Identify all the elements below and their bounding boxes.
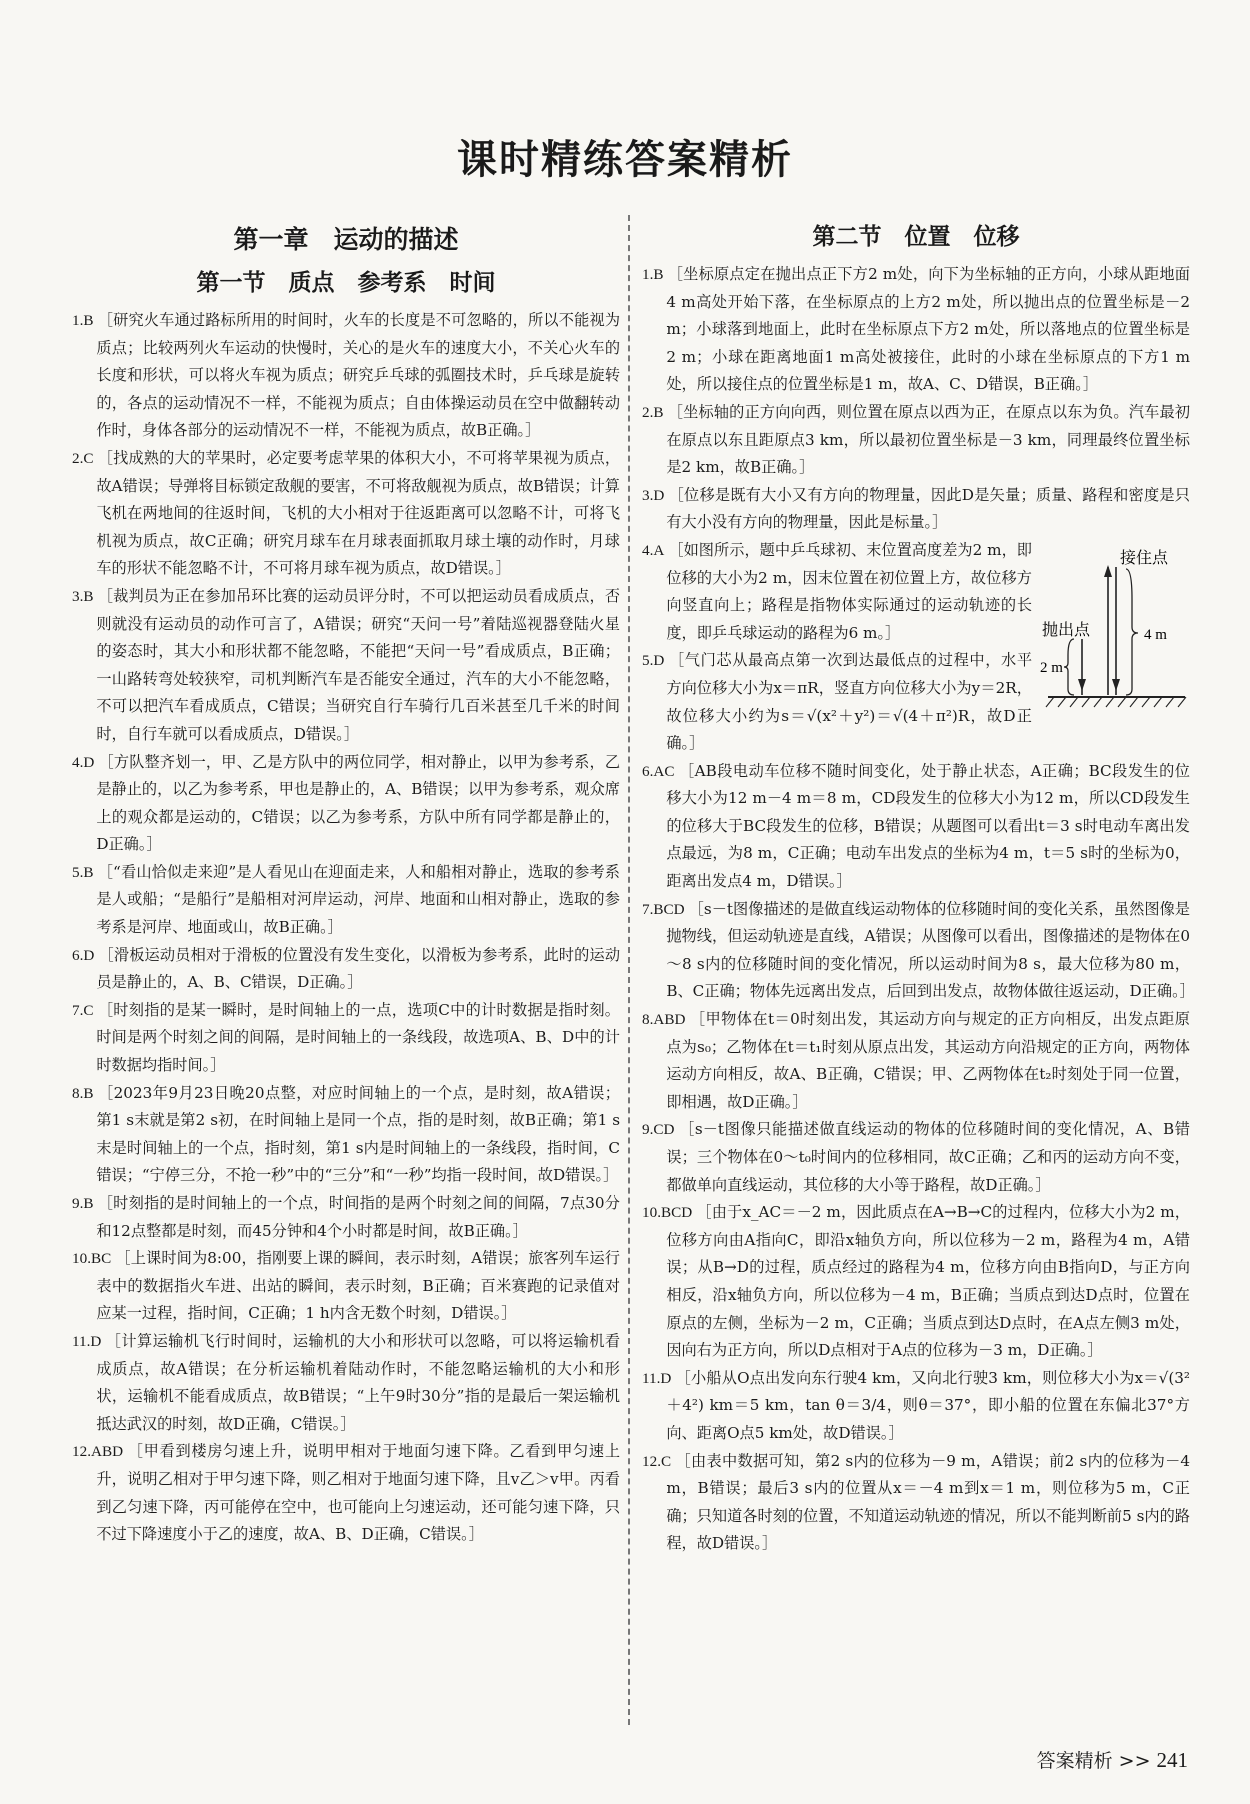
answer-explanation: ［甲物体在t＝0时刻出发，其运动方向与规定的正方向相反，出发点距原点为s₀；乙物体在t＝t₁时刻从原点出发，其运动方向沿规定的正方向，两物体运动方向相反，故A、B正确，C错误；甲、乙两物体在t₂时刻处于同一位置，即相遇，故D正确。］ — [666, 1010, 1190, 1111]
answer-item — [642, 758, 1190, 896]
section-title-right: 第二节 位置 位移 — [812, 224, 1020, 250]
answer-explanation: ［研究火车通过路标所用的时间时，火车的长度是不可忽略的，所以不能视为质点；比较两列火车运动的快慢时，关心的是火车的速度大小，不关心火车的长度和形状，可以将火车视为质点；研究乒乓球的弧圈技术时，乒乓球是旋转的，各点的运动情况不一样，不能视为质点；自由体操运动员在空中做翻转动作时，身体各部分的运动情况不一样，不能视为质点，故B正确。］ — [96, 311, 620, 440]
answer-key: D — [653, 652, 665, 670]
ground-hatching — [1046, 697, 1186, 707]
answer-number: 3. — [642, 486, 654, 504]
height-2m-label: 2 m — [1040, 659, 1063, 676]
answer-item — [72, 749, 620, 859]
answer-key: ABD — [653, 1011, 686, 1029]
answer-list-left — [72, 307, 620, 1549]
answer-key: BCD — [660, 1204, 693, 1222]
answer-item — [642, 537, 1190, 676]
bracket-4m — [1126, 569, 1138, 695]
answer-explanation: ［坐标轴的正方向向西，则位置在原点以西为正，在原点以东为负。汽车最初在原点以东且距原点3 km，所以最初位置坐标是－3 km，同理最终位置坐标是2 km，故B正确。］ — [666, 402, 1190, 477]
answer-key: B — [83, 312, 94, 329]
height-4m-label: 4 m — [1144, 626, 1167, 643]
answer-key: B — [653, 403, 664, 421]
answer-item — [642, 399, 1190, 482]
footer-label: 答案精析 — [1036, 1750, 1113, 1772]
answer-item — [642, 1116, 1190, 1199]
answer-key: C — [83, 449, 94, 467]
answer-key: BC — [90, 1250, 112, 1268]
answer-explanation: ［AB段电动车位移不随时间变化，处于静止状态，A正确；BC段发生的位移大小为12 m－4 m＝8 m，CD段发生的位移大小为12 m，所以CD段发生的位移大于BC段发生的位移，B错误；从题图可以看出t＝3 s时电动车离出发点最远，为8 m，C正确；电动车出发点的坐标为4 m，t＝5 s时的坐标为0，距离出发点4 m，D错误。］ — [666, 761, 1190, 891]
answer-key: C — [660, 1452, 672, 1470]
answer-number: 12. — [72, 1443, 91, 1461]
answer-key: B — [653, 266, 664, 283]
bracket-2m — [1064, 639, 1074, 695]
answer-number: 2. — [642, 403, 654, 421]
answer-number: 7. — [642, 900, 654, 918]
answer-key: CD — [653, 1121, 675, 1139]
answer-key: C — [83, 1001, 94, 1019]
answer-number: 5. — [72, 863, 84, 881]
answer-item — [642, 1448, 1190, 1558]
answer-key: A — [653, 541, 665, 559]
answer-explanation: ［气门芯从最高点第一次到达最低点的过程中，水平方向位移大小为x＝πR，竖直方向位移大小为y＝2R，故位移大小约为s＝√(x²＋y²)＝√(4＋π²)R，故D正确。］ — [666, 651, 1032, 753]
answer-number: 6. — [72, 946, 84, 964]
answer-explanation: ［由表中数据可知，第2 s内的位移为－9 m，A错误；前2 s内的位移为－4 m，B错误；最后3 s内的位置从x＝－4 m到x＝1 m，则位移为5 m，C正确；只知道各时刻的位置，不知道运动轨迹的情况，所以不能判断前5 s内的路程，故D错误。］ — [666, 1451, 1190, 1553]
page-title: 课时精练答案精析 — [457, 137, 793, 183]
answer-key: BCD — [653, 900, 685, 918]
answer-key: AC — [653, 762, 675, 780]
drop-arrow-icon — [1078, 679, 1086, 691]
answer-number: 4. — [72, 753, 84, 771]
left-column — [72, 218, 620, 1549]
answer-item — [72, 942, 620, 997]
answer-item — [642, 1365, 1190, 1448]
section-title-left: 第一节 质点 参考系 时间 — [196, 270, 496, 296]
answer-explanation: ［坐标原点定在抛出点正下方2 m处，向下为坐标轴的正方向，小球从距地面4 m高处开始下落，在坐标原点的上方2 m处，所以抛出点的位置坐标是－2 m；小球落到地面上，此时在坐标原点下方2 m处，所以落地点的位置坐标是2 m；小球在距离地面1 m高处被接住，此时的小球在坐标原点的下方1 m处，所以接住点的位置坐标是1 m，故A、C、D错误，B正确。］ — [666, 265, 1190, 394]
right-column — [642, 218, 1195, 1558]
answer-explanation: ［计算运输机飞行时间时，运输机的大小和形状可以忽略，可以将运输机看成质点，故A错误；在分析运输机着陆动作时，不能忽略运输机的大小和形状，运输机不能看成质点，故B错误；“上午9时30分”指的是最后一架运输机抵达武汉的时刻，故D正确，C错误。］ — [96, 1331, 620, 1433]
up-arrow-icon — [1104, 565, 1112, 577]
answer-item — [72, 1080, 620, 1190]
down-arrow-icon — [1112, 679, 1120, 691]
answer-item — [72, 583, 620, 749]
answer-number: 2. — [72, 449, 84, 467]
answer-number: 1. — [72, 312, 84, 329]
page-footer — [1037, 1746, 1188, 1773]
page-number: 241 — [1156, 1748, 1188, 1772]
answer-item — [642, 1199, 1190, 1365]
answer-key: ABD — [90, 1443, 124, 1461]
footer-arrow: >> — [1118, 1750, 1151, 1772]
answer-number: 4. — [642, 541, 654, 559]
answer-number: 9. — [642, 1121, 654, 1139]
answer-item — [642, 261, 1190, 399]
answer-number: 12. — [642, 1452, 661, 1470]
answer-item — [72, 307, 620, 445]
answer-explanation: ［由于x_AC＝－2 m，因此质点在A→B→C的过程内，位移大小为2 m，位移方向由A指向C，即沿x轴负方向，所以位移为－2 m，路程为4 m，A错误；从B→D的过程，质点经过的路程为4 m，位移方向由B指向D，与正方向相反，沿x轴负方向，所以位移为－4 m，B正确；当质点到达D点时，位置在原点的左侧，坐标为－2 m，C正确；当质点到达D点时，在A点左侧3 m处，因向右为正方向，所以D点相对于A点的位移为－3 m，D正确。］ — [666, 1203, 1190, 1360]
answer-key: B — [83, 587, 94, 605]
answer-number: 11. — [72, 1332, 91, 1350]
column-divider — [628, 215, 630, 1725]
answer-number: 10. — [642, 1204, 661, 1222]
answer-number: 6. — [642, 762, 654, 780]
answer-explanation: ［小船从O点出发向东行驶4 km，又向北行驶3 km，则位移大小为x＝√(3²＋4²) km＝5 km，tan θ＝3/4，则θ＝37°，即小船的位置在东偏北37°方向、距离O点5 km处，故D错误。］ — [666, 1368, 1190, 1442]
answer-number: 10. — [72, 1250, 91, 1268]
answer-number: 8. — [72, 1084, 84, 1102]
answer-explanation: ［如图所示，题中乒乓球初、末位置高度差为2 m，即位移的大小为2 m，因末位置在初位置上方，故位移方向竖直向上；路程是指物体实际通过的运动轨迹的长度，即乒乓球运动的路程为6 m。］ — [666, 540, 1032, 642]
answer-explanation: ［甲看到楼房匀速上升，说明甲相对于地面匀速下降。乙看到甲匀速上升，说明乙相对于甲匀速下降，则乙相对于地面匀速下降，且v乙＞v甲。丙看到乙匀速下降，丙可能停在空中，也可能向上匀速运动，还可能匀速下降，只不过下降速度小于乙的速度，故A、B、D正确，C错误。］ — [96, 1442, 620, 1544]
answer-explanation: ［2023年9月23日晚20点整，对应时间轴上的一个点，是时刻，故A错误；第1 s末就是第2 s初，在时间轴上是同一个点，指的是时刻，故B正确；第1 s末是时间轴上的一个点，指时刻，第1 s内是时间轴上的一条线段，指时间，C错误；“宁停三分，不抢一秒”中的“三分”和“一秒”均指一段时间，故D错误。］ — [96, 1083, 620, 1185]
answer-number: 7. — [72, 1001, 84, 1019]
answer-item — [72, 1328, 620, 1438]
answer-key: D — [83, 753, 95, 771]
answer-item — [72, 1190, 620, 1245]
answer-item — [72, 997, 620, 1080]
answer-list-right — [642, 261, 1195, 1558]
answer-explanation: ［找成熟的大的苹果时，必定要考虑苹果的体积大小，不可将苹果视为质点，故A错误；导弹将目标锁定敌舰的要害，不可将敌舰视为质点，故B错误；计算飞机在两地间的往返时间，飞机的大小相对于往返距离可以忽略不计，可将飞机视为质点，故C正确；研究月球车在月球表面抓取月球土壤的动作时，月球车的形状不能忽略不计，不可将月球车视为质点，故D错误。］ — [96, 448, 620, 578]
answer-explanation: ［s－t图像描述的是做直线运动物体的位移随时间的变化关系，虽然图像是抛物线，但运动轨迹是直线，A错误；从图像可以看出，图像描述的是物体在0～8 s内的位移随时间的变化情况，所以运动时间为8 s，最大位移为80 m，B、C正确；物体先远离出发点，后回到出发点，故物体做往返运动，D正确。］ — [666, 899, 1195, 1001]
answer-key: D — [90, 1332, 102, 1350]
answer-item — [72, 1245, 620, 1328]
answer-item — [642, 896, 1195, 1006]
answer-explanation: ［“看山恰似走来迎”是人看见山在迎面走来，人和船相对静止，选取的参考系是人或船；“是船行”是船相对河岸运动，河岸、地面和山相对静止，选取的参考系是河岸、地面或山，故B正确。］ — [96, 862, 620, 937]
answer-explanation: ［裁判员为正在参加吊环比赛的运动员评分时，不可以把运动员看成质点，否则就没有运动员的动作可言了，A错误；研究“天问一号”着陆巡视器登陆火星的姿态时，其大小和形状都不能忽略，不能把“天问一号”看成质点，B正确；一山路转弯处较狭窄，司机判断汽车是否能安全通过，汽车的大小不能忽略，不可以把汽车看成质点，C错误；当研究自行车骑行几百米甚至几千米的时间时，自行车就可以看成质点，D错误。］ — [96, 586, 620, 743]
pingpong-trajectory-figure — [1040, 539, 1190, 719]
catch-point-label: 接住点 — [1120, 547, 1169, 567]
answer-item — [642, 482, 1190, 537]
answer-key: D — [83, 946, 95, 964]
answer-number: 1. — [642, 266, 654, 283]
answer-number: 9. — [72, 1195, 84, 1212]
answer-key: B — [83, 1195, 94, 1212]
answer-item — [72, 859, 620, 942]
answer-explanation: ［位移是既有大小又有方向的物理量，因此D是矢量；质量、路程和密度是只有大小没有方向的物理量，因此是标量。］ — [666, 485, 1190, 532]
answer-explanation: ［时刻指的是时间轴上的一个点，时间指的是两个时刻之间的间隔，7点30分和12点整都是时刻，而45分钟和4个小时都是时间，故B正确。］ — [96, 1194, 620, 1240]
answer-item — [72, 1438, 620, 1548]
answer-key: D — [653, 486, 665, 504]
throw-point-label: 抛出点 — [1042, 619, 1091, 639]
answer-item — [72, 445, 620, 583]
answer-explanation: ［上课时间为8:00，指刚要上课的瞬间，表示时刻，A错误；旅客列车运行表中的数据指火车进、出站的瞬间，表示时刻，B正确；百米赛跑的记录值对应某一过程，指时间，C正确；1 h内含无数个时刻，D错误。］ — [96, 1249, 620, 1323]
answer-explanation: ［方队整齐划一，甲、乙是方队中的两位同学，相对静止，以甲为参考系，乙是静止的，以乙为参考系，甲也是静止的，A、B错误；以甲为参考系，观众席上的观众都是运动的，C错误；以乙为参考系，方队中所有同学都是静止的，D正确。］ — [96, 752, 620, 854]
answer-explanation: ［时刻指的是某一瞬时，是时间轴上的一点，选项C中的计时数据是指时刻。时间是两个时刻之间的间隔，是时间轴上的一条线段，故选项A、B、D中的计时数据均指时间。］ — [96, 1000, 620, 1075]
answer-number: 8. — [642, 1011, 654, 1029]
answer-key: B — [83, 863, 94, 881]
answer-explanation: ［滑板运动员相对于滑板的位置没有发生变化，以滑板为参考系，此时的运动员是静止的，A、B、C错误，D正确。］ — [96, 945, 620, 992]
answer-number: 3. — [72, 587, 84, 605]
answer-key: D — [660, 1369, 672, 1387]
answer-explanation: ［s－t图像只能描述做直线运动的物体的位移随时间的变化情况，A、B错误；三个物体在0～t₀时间内的位移相同，故C正确；乙和丙的运动方向不变，都做单向直线运动，其位移的大小等于路程，故D正确。］ — [666, 1120, 1190, 1194]
answer-item — [642, 1006, 1190, 1116]
chapter-title: 第一章 运动的描述 — [233, 225, 459, 254]
answer-key: B — [83, 1084, 94, 1102]
answer-number: 5. — [642, 652, 654, 670]
answer-number: 11. — [642, 1369, 661, 1387]
